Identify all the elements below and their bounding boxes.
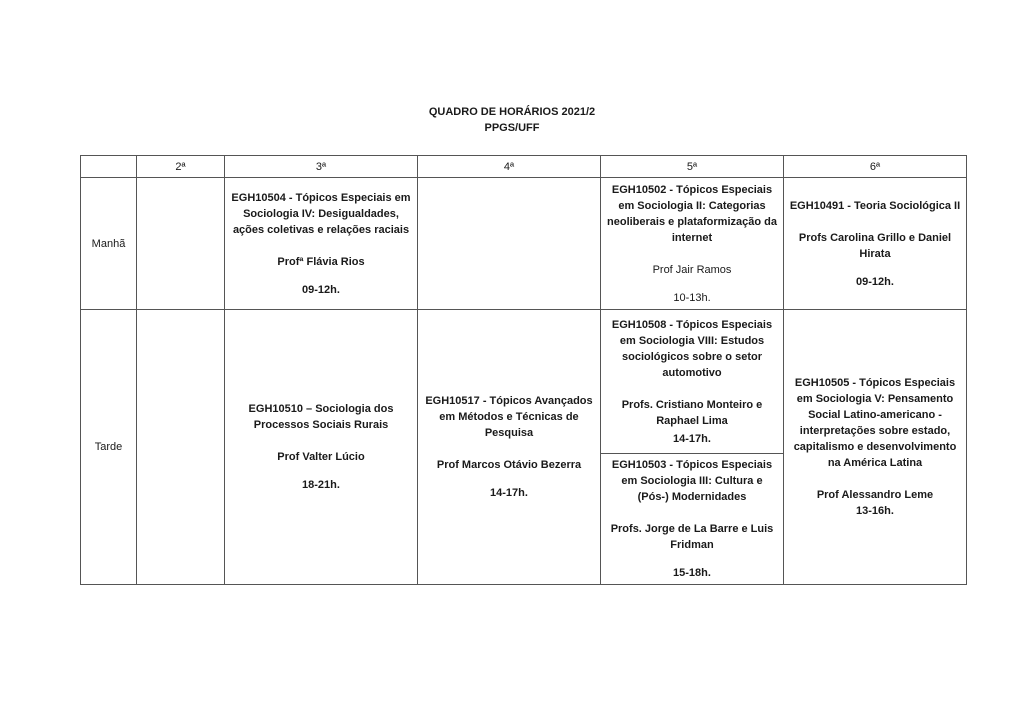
- course-title: EGH10505 - Tópicos Especiais em Sociologia V: Pensamento Social Latino-americano - interpretações sobre estado, capitalismo e desenvolvimento na América Latina: [793, 377, 957, 469]
- header-cell-friday: 6ª: [784, 156, 967, 178]
- course-title: EGH10491 - Teoria Sociológica II: [789, 199, 961, 212]
- course-professor: Prof Alessandro Leme: [816, 489, 934, 501]
- header-cell-empty: [81, 156, 137, 178]
- course-title: EGH10502 - Tópicos Especiais em Sociologia II: Categorias neoliberais e plataformização da internet: [607, 183, 777, 244]
- course-title: EGH10504 - Tópicos Especiais em Sociologia IV: Desigualdades, ações coletivas e relações raciais: [231, 191, 411, 236]
- cell-morning-wednesday: [418, 178, 601, 310]
- course-title: EGH10503 - Tópicos Especiais em Sociologia III: Cultura e (Pós-) Modernidades: [611, 459, 773, 503]
- period-label-morning: Manhã: [81, 178, 137, 310]
- course-title: EGH10508 - Tópicos Especiais em Sociologia VIII: Estudos sociológicos sobre o setor automotivo: [611, 318, 773, 379]
- table-header-row: [81, 156, 967, 178]
- header-cell-thursday: 5ª: [601, 156, 784, 178]
- course-professor: Profs Carolina Grillo e Daniel Hirata: [798, 231, 952, 260]
- cell-afternoon-tuesday: [225, 310, 418, 585]
- course-time: 14-17h.: [490, 487, 528, 499]
- cell-morning-friday: [784, 178, 967, 310]
- document-title: QUADRO DE HORÁRIOS 2021/2: [428, 106, 596, 118]
- schedule-table: [80, 155, 967, 585]
- cell-afternoon-monday: [137, 310, 225, 585]
- header-cell-wednesday: 4ª: [418, 156, 601, 178]
- course-time: 13-16h.: [856, 505, 894, 517]
- table-row-morning: [81, 178, 967, 310]
- header-cell-tuesday: 3ª: [225, 156, 418, 178]
- course-time: 14-17h.: [673, 432, 711, 445]
- course-professor: Prof Valter Lúcio: [277, 451, 365, 463]
- course-professor: Prof Marcos Otávio Bezerra: [436, 459, 582, 471]
- cell-afternoon-thursday-second: [601, 454, 784, 585]
- course-professor: Profs. Cristiano Monteiro e Raphael Lima: [621, 398, 763, 427]
- period-label-afternoon: Tarde: [81, 310, 137, 585]
- course-time: 15-18h.: [673, 567, 711, 579]
- cell-afternoon-friday: [784, 310, 967, 585]
- course-time: 18-21h.: [302, 479, 340, 491]
- course-professor: Prof Jair Ramos: [652, 263, 732, 276]
- header-cell-monday: 2ª: [137, 156, 225, 178]
- document-subtitle: PPGS/UFF: [484, 122, 540, 134]
- cell-morning-thursday: [601, 178, 784, 310]
- cell-morning-tuesday: [225, 178, 418, 310]
- document-header: [0, 104, 1024, 136]
- course-professor: Profª Flávia Rios: [277, 255, 365, 268]
- course-professor: Profs. Jorge de La Barre e Luis Fridman: [610, 523, 774, 551]
- course-time: 10-13h.: [673, 291, 711, 304]
- cell-afternoon-thursday-first: [601, 310, 784, 454]
- cell-afternoon-wednesday: [418, 310, 601, 585]
- course-time: 09-12h.: [856, 275, 894, 288]
- course-time: 09-12h.: [302, 283, 340, 296]
- table-row-afternoon: [81, 310, 967, 454]
- cell-morning-monday: [137, 178, 225, 310]
- course-title: EGH10510 – Sociologia dos Processos Sociais Rurais: [248, 403, 394, 431]
- course-title: EGH10517 - Tópicos Avançados em Métodos e Técnicas de Pesquisa: [425, 395, 593, 439]
